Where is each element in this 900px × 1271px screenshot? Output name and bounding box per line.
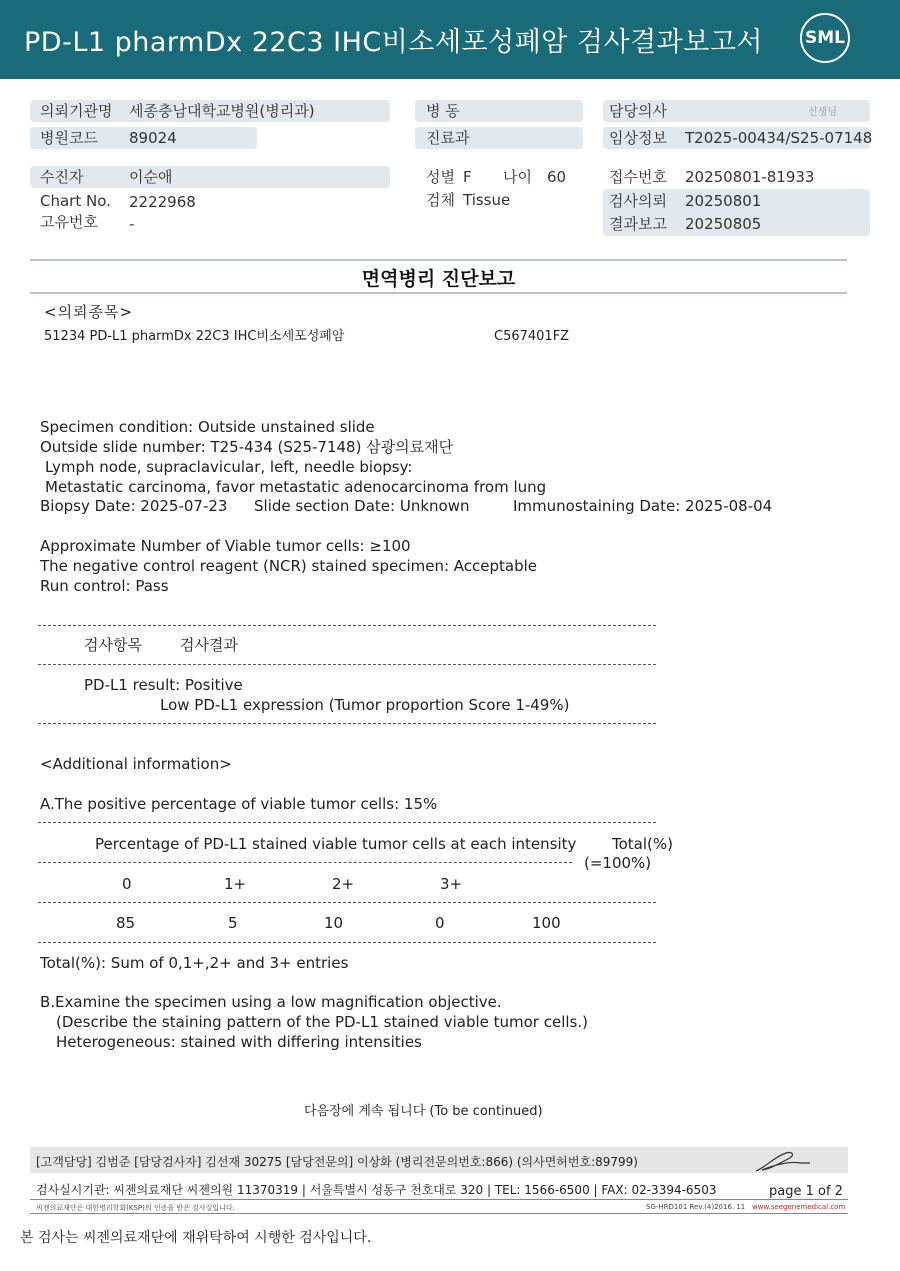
report-label: 결과보고 [609, 215, 667, 233]
footer-rule [30, 1199, 848, 1200]
intensity-value-0: 85 [116, 914, 136, 932]
form-number: SG-HRD101 Rev.(4)2016. 11 [646, 1203, 746, 1211]
result-col-result: 검사결과 [180, 636, 238, 654]
dashed-rule [38, 902, 656, 903]
doctor-suffix: 선생님 [808, 107, 837, 118]
viable-cells-line: Approximate Number of Viable tumor cells: ≥100 [40, 537, 411, 555]
unique-label: 고유번호 [40, 213, 98, 231]
specimen-line-3: Lymph node, supraclavicular, left, needle biopsy: [45, 458, 413, 476]
total-definition: Total(%): Sum of 0,1+,2+ and 3+ entries [40, 954, 349, 972]
patient-label: 수진자 [40, 168, 84, 186]
report-title: PD-L1 pharmDx 22C3 IHC비소세포성폐암 검사결과보고서 [24, 27, 764, 58]
immunostaining-date: Immunostaining Date: 2025-08-04 [513, 497, 773, 515]
patient-value: 이순애 [129, 168, 173, 186]
dashed-rule [38, 862, 572, 863]
chart-label: Chart No. [40, 192, 111, 210]
website-link[interactable]: www.seegenemedical.com [752, 1203, 846, 1211]
order-item: 51234 PD-L1 pharmDx 22C3 IHC비소세포성폐암 [44, 329, 345, 344]
run-control-line: Run control: Pass [40, 577, 169, 595]
specimen-line-1: Specimen condition: Outside unstained slide [40, 418, 375, 436]
patient-pill [30, 166, 390, 188]
sex-value: F [463, 168, 472, 186]
section-rule-bottom [30, 292, 847, 294]
intensity-label-0: 0 [122, 875, 132, 893]
dashed-rule [38, 625, 656, 626]
request-label: 검사의뢰 [609, 192, 667, 210]
biopsy-date: Biopsy Date: 2025-07-23 [40, 497, 228, 515]
request-value: 20250801 [685, 192, 762, 210]
positive-percentage-line: A.The positive percentage of viable tumor cells: 15% [40, 795, 438, 813]
chart-value: 2222968 [129, 193, 196, 211]
age-value: 60 [547, 168, 567, 186]
footer-staff: [고객담당] 김범준 [담당검사자] 김선재 30275 [담당전문의] 이상화 (병리전문의번호:866) (의사면허번호:89799) [36, 1155, 638, 1169]
clinical-label: 임상정보 [609, 129, 667, 147]
intensity-label-1: 1+ [224, 875, 247, 893]
specimen-label: 검체 [426, 191, 455, 209]
intensity-value-3: 0 [435, 914, 445, 932]
additional-heading: <Additional information> [40, 755, 232, 773]
examine-line-1: B.Examine the specimen using a low magnification objective. [40, 993, 502, 1011]
ward-label: 병 동 [426, 102, 460, 120]
pdl1-result: PD-L1 result: Positive [84, 676, 243, 694]
specimen-value: Tissue [463, 191, 511, 209]
dashed-rule [38, 723, 656, 724]
total-note: (=100%) [584, 854, 652, 872]
dashed-rule [38, 664, 656, 665]
receipt-value: 20250801-81933 [685, 168, 815, 186]
receipt-label: 접수번호 [609, 168, 667, 186]
dept-label: 진료과 [426, 129, 470, 147]
doctor-label: 담당의사 [609, 102, 667, 120]
order-code: C567401FZ [494, 329, 570, 344]
ncr-line: The negative control reagent (NCR) stained specimen: Acceptable [40, 557, 538, 575]
hospital-code-value: 89024 [129, 129, 177, 147]
dashed-rule [38, 822, 656, 823]
section-title: 면역병리 진단보고 [361, 268, 516, 290]
institution-label: 의뢰기관명 [40, 102, 113, 120]
examine-line-2: (Describe the staining pattern of the PD-L1 stained viable tumor cells.) [56, 1013, 588, 1031]
ksp-note: 씨젠의료재단은 대한병리학회(KSP)의 인증을 받은 검사실입니다. [36, 1204, 235, 1212]
pdl1-expression: Low PD-L1 expression (Tumor proportion Score 1-49%) [160, 696, 570, 714]
intensity-label-3: 3+ [440, 875, 463, 893]
intensity-label-2: 2+ [332, 875, 355, 893]
sml-logo: SML [800, 13, 850, 63]
specimen-line-4: Metastatic carcinoma, favor metastatic adenocarcinoma from lung [45, 478, 547, 496]
section-rule-top [30, 259, 847, 261]
total-header: Total(%) [612, 835, 673, 853]
result-col-item: 검사항목 [84, 636, 142, 654]
continued-note: 다음장에 계속 됩니다 (To be continued) [304, 1104, 543, 1119]
section-date: Slide section Date: Unknown [254, 497, 470, 515]
footer-rule [30, 1213, 848, 1214]
outsourcing-note: 본 검사는 씨젠의료재단에 재위탁하여 시행한 검사입니다. [20, 1230, 372, 1246]
hospital-code-label: 병원코드 [40, 129, 98, 147]
page-number: page 1 of 2 [769, 1184, 843, 1199]
intensity-value-2: 10 [324, 914, 344, 932]
report-value: 20250805 [685, 215, 762, 233]
age-label: 나이 [503, 168, 532, 186]
report-header [0, 0, 900, 79]
intensity-header: Percentage of PD-L1 stained viable tumor cells at each intensity [95, 835, 577, 853]
clinical-value: T2025-00434/S25-07148 [685, 129, 873, 147]
dashed-rule [38, 942, 656, 943]
institution-value: 세종충남대학교병원(병리과) [129, 102, 315, 120]
sex-label: 성별 [426, 168, 455, 186]
signature-icon [752, 1147, 812, 1175]
specimen-line-2: Outside slide number: T25-434 (S25-7148) 삼광의료재단 [40, 438, 454, 456]
examine-line-3: Heterogeneous: stained with differing intensities [56, 1033, 422, 1051]
order-heading: <의뢰종목> [44, 303, 134, 321]
unique-value: - [129, 215, 135, 233]
intensity-value-1: 5 [228, 914, 238, 932]
footer-lab: 검사실시기관: 씨젠의료재단 씨젠의원 11370319 | 서울특별시 성동구 천호대로 320 | TEL: 1566-6500 | FAX: 02-3394-6503 [36, 1183, 717, 1197]
intensity-total-value: 100 [532, 914, 561, 932]
